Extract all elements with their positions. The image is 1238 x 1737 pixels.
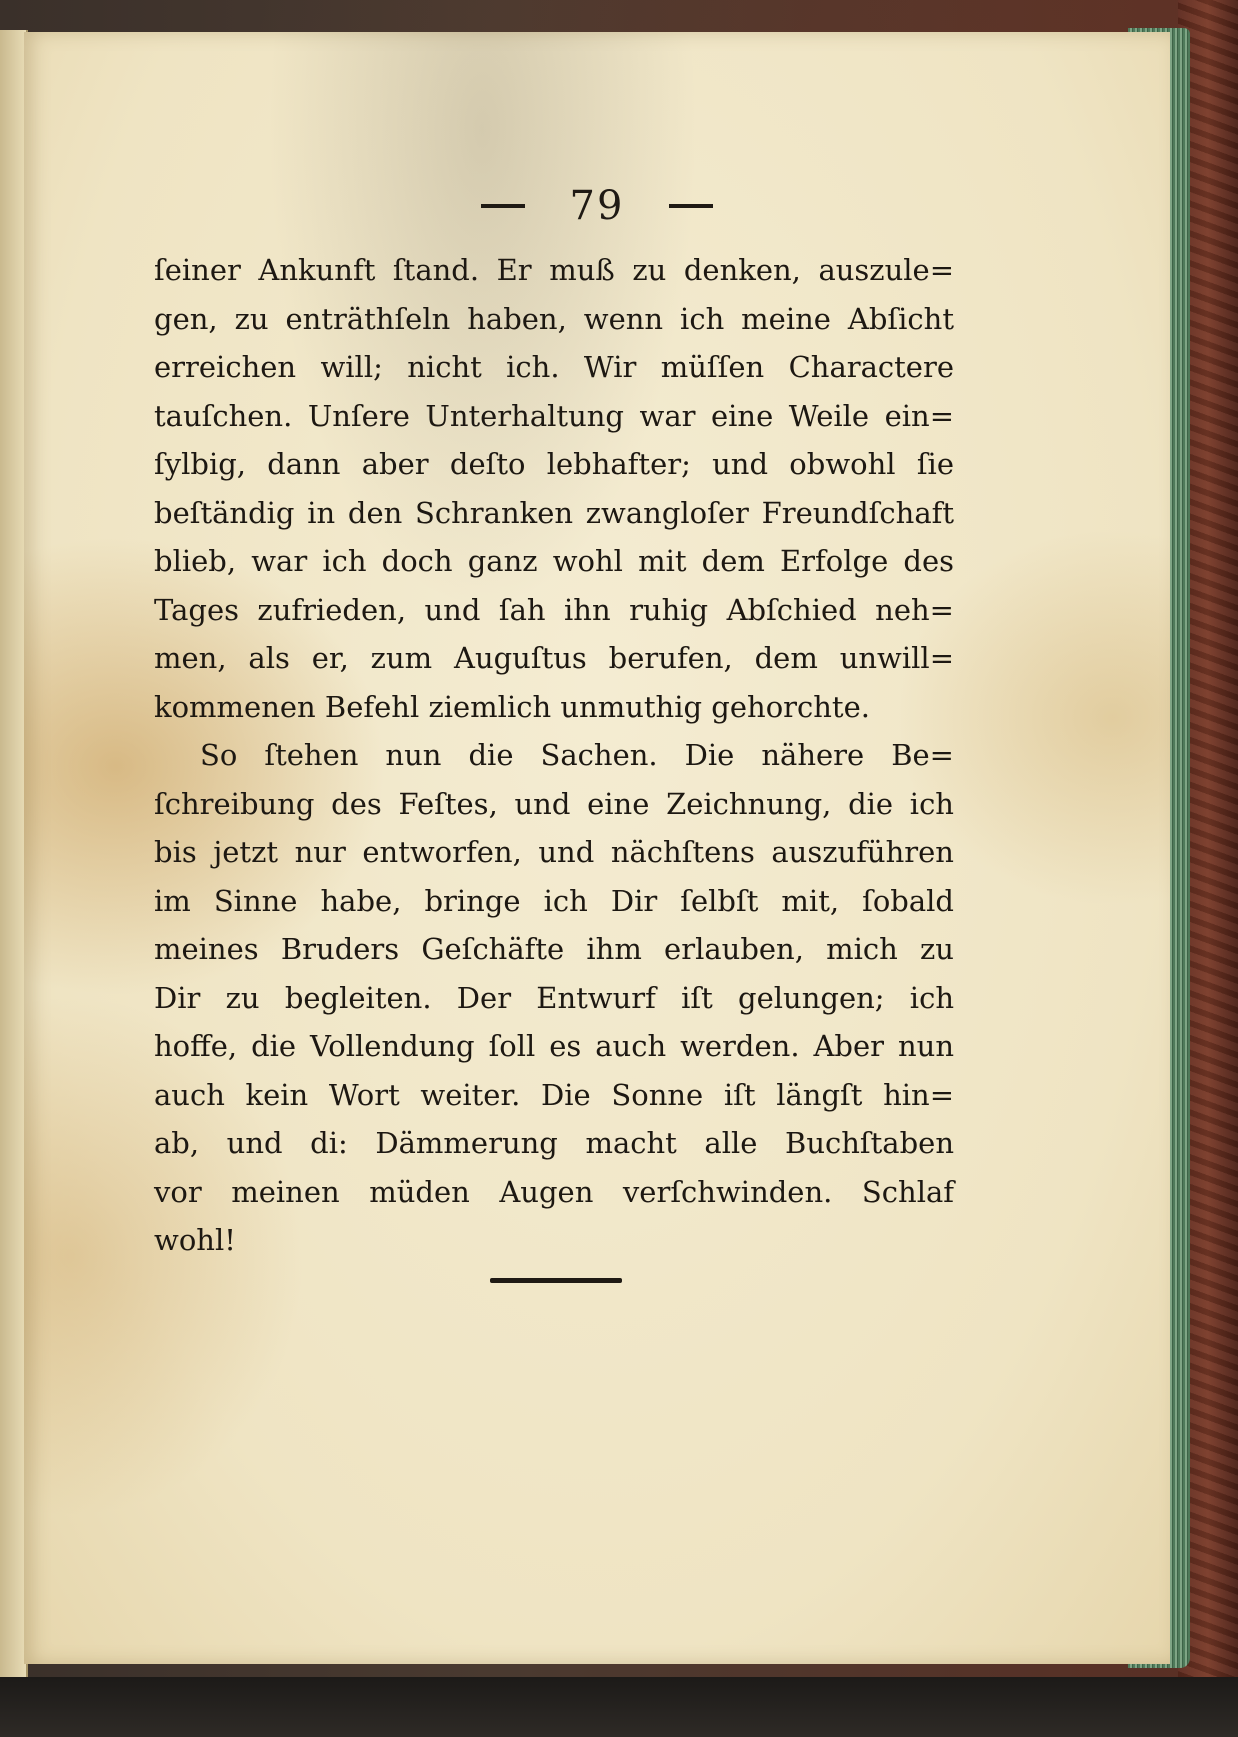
text-line: ab, und di: Dämmerung macht alle Buchſtaben bbox=[154, 1126, 954, 1160]
text-line: ſeiner Ankunft ſtand. Er muß zu denken, auszule= bbox=[154, 253, 954, 287]
header-dash-left bbox=[481, 204, 525, 208]
page-header bbox=[24, 180, 1170, 229]
text-line: men, als er, zum Auguſtus berufen, dem unwill= bbox=[154, 641, 954, 675]
text-line: meines Bruders Geſchäfte ihm erlauben, mich zu bbox=[154, 932, 954, 966]
text-line: blieb, war ich doch ganz wohl mit dem Erfolge des bbox=[154, 544, 954, 578]
closing-rule bbox=[490, 1278, 622, 1283]
text-line: ſylbig, dann aber deſto lebhafter; und obwohl ſie bbox=[154, 447, 954, 481]
text-line: bis jetzt nur entworfen, und nächſtens auszuführen bbox=[154, 835, 954, 869]
text-line: hoffe, die Vollendung ſoll es auch werden. Aber nun bbox=[154, 1029, 954, 1063]
page-number: 79 bbox=[569, 183, 625, 229]
header-dash-right bbox=[669, 204, 713, 208]
text-line: erreichen will; nicht ich. Wir müſſen Charactere bbox=[154, 350, 954, 384]
body-text bbox=[154, 246, 954, 1265]
text-line: vor meinen müden Augen verſchwinden. Schlaf bbox=[154, 1174, 954, 1209]
text-line: So ſtehen nun die Sachen. Die nähere Be= bbox=[200, 738, 954, 772]
text-line: kommenen Befehl ziemlich unmuthig gehorchte. bbox=[154, 689, 870, 724]
text-line: ſchreibung des Feſtes, und eine Zeichnung, die ich bbox=[154, 786, 954, 821]
text-line: beſtändig in den Schranken zwangloſer Freundſchaft bbox=[154, 495, 954, 530]
text-line: gen, zu enträthſeln haben, wenn ich meine Abſicht bbox=[154, 301, 954, 336]
text-line: Dir zu begleiten. Der Entwurf iſt gelungen; ich bbox=[154, 980, 954, 1015]
cover-bottom-edge bbox=[0, 1677, 1238, 1737]
text-line: Tages zufrieden, und ſah ihn ruhig Abſchied neh= bbox=[154, 592, 954, 627]
book-page bbox=[24, 32, 1170, 1664]
text-line: tauſchen. Unſere Unterhaltung war eine Weile ein= bbox=[154, 398, 954, 433]
text-line: wohl! bbox=[154, 1223, 236, 1257]
text-line: im Sinne habe, bringe ich Dir ſelbſt mit, ſobald bbox=[154, 883, 954, 918]
text-line: auch kein Wort weiter. Die Sonne iſt längſt hin= bbox=[154, 1077, 954, 1112]
